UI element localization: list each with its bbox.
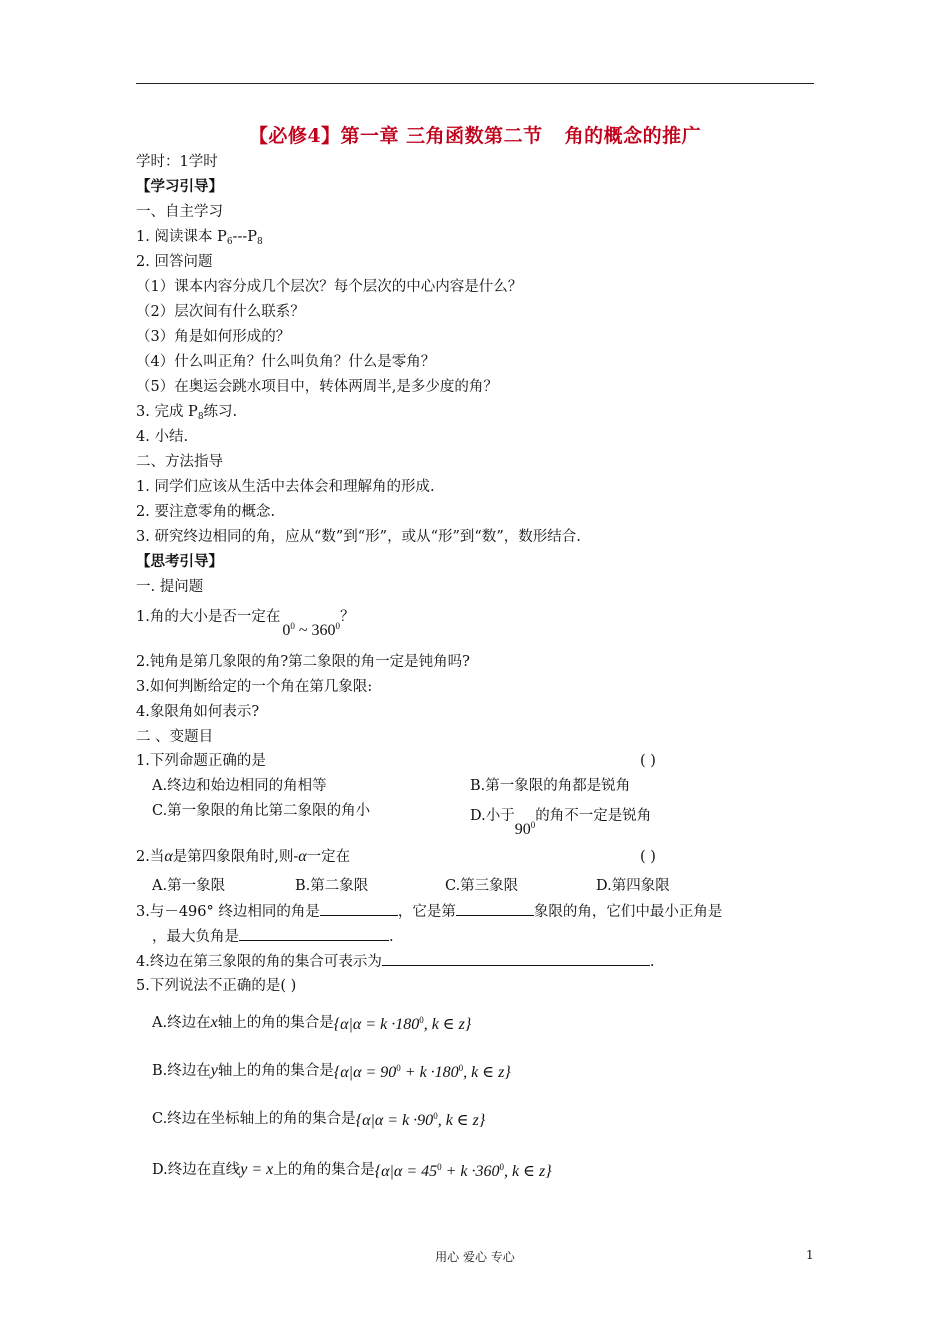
exercise-1-option-d: D.小于$90^0$的角不一定是锐角 [470, 808, 652, 838]
method-3: 3. 研究终边相同的角，应从“数”到“形”，或从“形”到“数”，数形结合. [136, 529, 581, 545]
question-1: （1）课本内容分成几个层次？每个层次的中心内容是什么？ [136, 279, 523, 295]
exercise-4: 4.终边在第三象限的角的集合可表示为 . [136, 951, 654, 972]
blank-set-third-quadrant[interactable] [382, 951, 650, 966]
exercise-2-option-d: D.第四象限 [596, 878, 670, 894]
page-title [0, 121, 950, 148]
exercise-3: 3.与－496° 终边相同的角是 ，它是第 象限的角，它们中最小正角是 [136, 901, 722, 922]
subsection-exercises: 二 、变题目 [136, 729, 214, 745]
method-1: 1. 同学们应该从生活中去体会和理解角的形成. [136, 479, 435, 495]
title-topic: 角的概念的推广 [564, 125, 702, 147]
item-exercise: 3. 完成 $P_8$练习. [136, 404, 238, 422]
question-4: （4）什么叫正角？什么叫负角？什么是零角？ [136, 354, 436, 370]
footer-motto: 用心 爱心 专心 [435, 1250, 515, 1264]
exercise-5-option-c: C.终边在坐标轴上的角的集合是{$\alpha|\alpha = k \cdot 90^0$, k ∈ z} [152, 1111, 486, 1129]
exercise-2-answer-paren: ( ) [640, 849, 656, 865]
exercise-5: 5.下列说法不正确的是( ) [136, 978, 297, 994]
header-rule [136, 83, 814, 84]
exercise-1-answer-paren: ( ) [640, 753, 656, 769]
subsection-questions: 一. 提问题 [136, 579, 204, 595]
thinking-question-3: 3.如何判断给定的一个角在第几象限: [136, 679, 373, 695]
exercise-2: 2.当α是第四象限角时,则-α一定在 [136, 848, 351, 865]
subsection-method: 二、方法指导 [136, 454, 223, 470]
exercise-5-option-a: A.终边在x轴上的角的集合是{$\alpha|\alpha = k \cdot 180^0$, k ∈ z} [152, 1014, 472, 1033]
exercise-3-cont: ，最大负角是 . [152, 926, 394, 947]
question-5: （5）在奥运会跳水项目中，转体两周半,是多少度的角？ [136, 379, 498, 395]
exercise-1-option-a: A.终边和始边相同的角相等 [152, 778, 327, 794]
section-heading-thinking: 【思考引导】 [136, 553, 223, 570]
item-answer-questions: 2. 回答问题 [136, 254, 213, 270]
page-number: 1 [806, 1248, 814, 1262]
question-2: （2）层次间有什么联系？ [136, 304, 305, 320]
question-3: （3）角是如何形成的？ [136, 329, 291, 345]
exercise-1-option-b: B.第一象限的角都是锐角 [470, 778, 631, 794]
method-2: 2. 要注意零角的概念. [136, 504, 276, 520]
item-read-textbook: 1. 阅读课本 $P_6---P_8$ [136, 229, 263, 247]
blank-coterminal[interactable] [320, 901, 398, 916]
item-summary: 4. 小结. [136, 429, 189, 445]
section-heading-study: 【学习引导】 [136, 178, 223, 195]
thinking-question-4: 4.象限角如何表示? [136, 704, 260, 720]
exercise-5-option-b: B.终边在y轴上的角的集合是{$\alpha|\alpha = 90^0 + k \cdot 180^0$, k ∈ z} [152, 1062, 511, 1081]
exercise-1-option-c: C.第一象限的角比第二象限的角小 [152, 803, 371, 819]
title-chapter: 【必修4】第一章 三角函数第二节 [248, 125, 543, 147]
exercise-1: 1.下列命题正确的是 [136, 753, 266, 769]
blank-quadrant[interactable] [456, 901, 534, 916]
thinking-question-2: 2.钝角是第几象限的角?第二象限的角一定是钝角吗? [136, 654, 470, 670]
study-hours: 学时：1学时 [136, 154, 218, 170]
exercise-2-option-c: C.第三象限 [445, 878, 519, 894]
subsection-self-study: 一、自主学习 [136, 204, 223, 220]
thinking-question-1: 1.角的大小是否一定在$0^0$ ~ $360^0$？ [136, 609, 355, 639]
exercise-5-option-d: D.终边在直线y = x上的角的集合是{$\alpha|\alpha = 45^0 + k \cdot 360^0$, k ∈ z} [152, 1161, 552, 1180]
blank-max-negative[interactable] [239, 926, 389, 941]
exercise-2-option-a: A.第一象限 [152, 878, 226, 894]
exercise-2-option-b: B.第二象限 [295, 878, 369, 894]
angle-range-math: $0^0$ ~ $360^0$ [282, 621, 340, 639]
